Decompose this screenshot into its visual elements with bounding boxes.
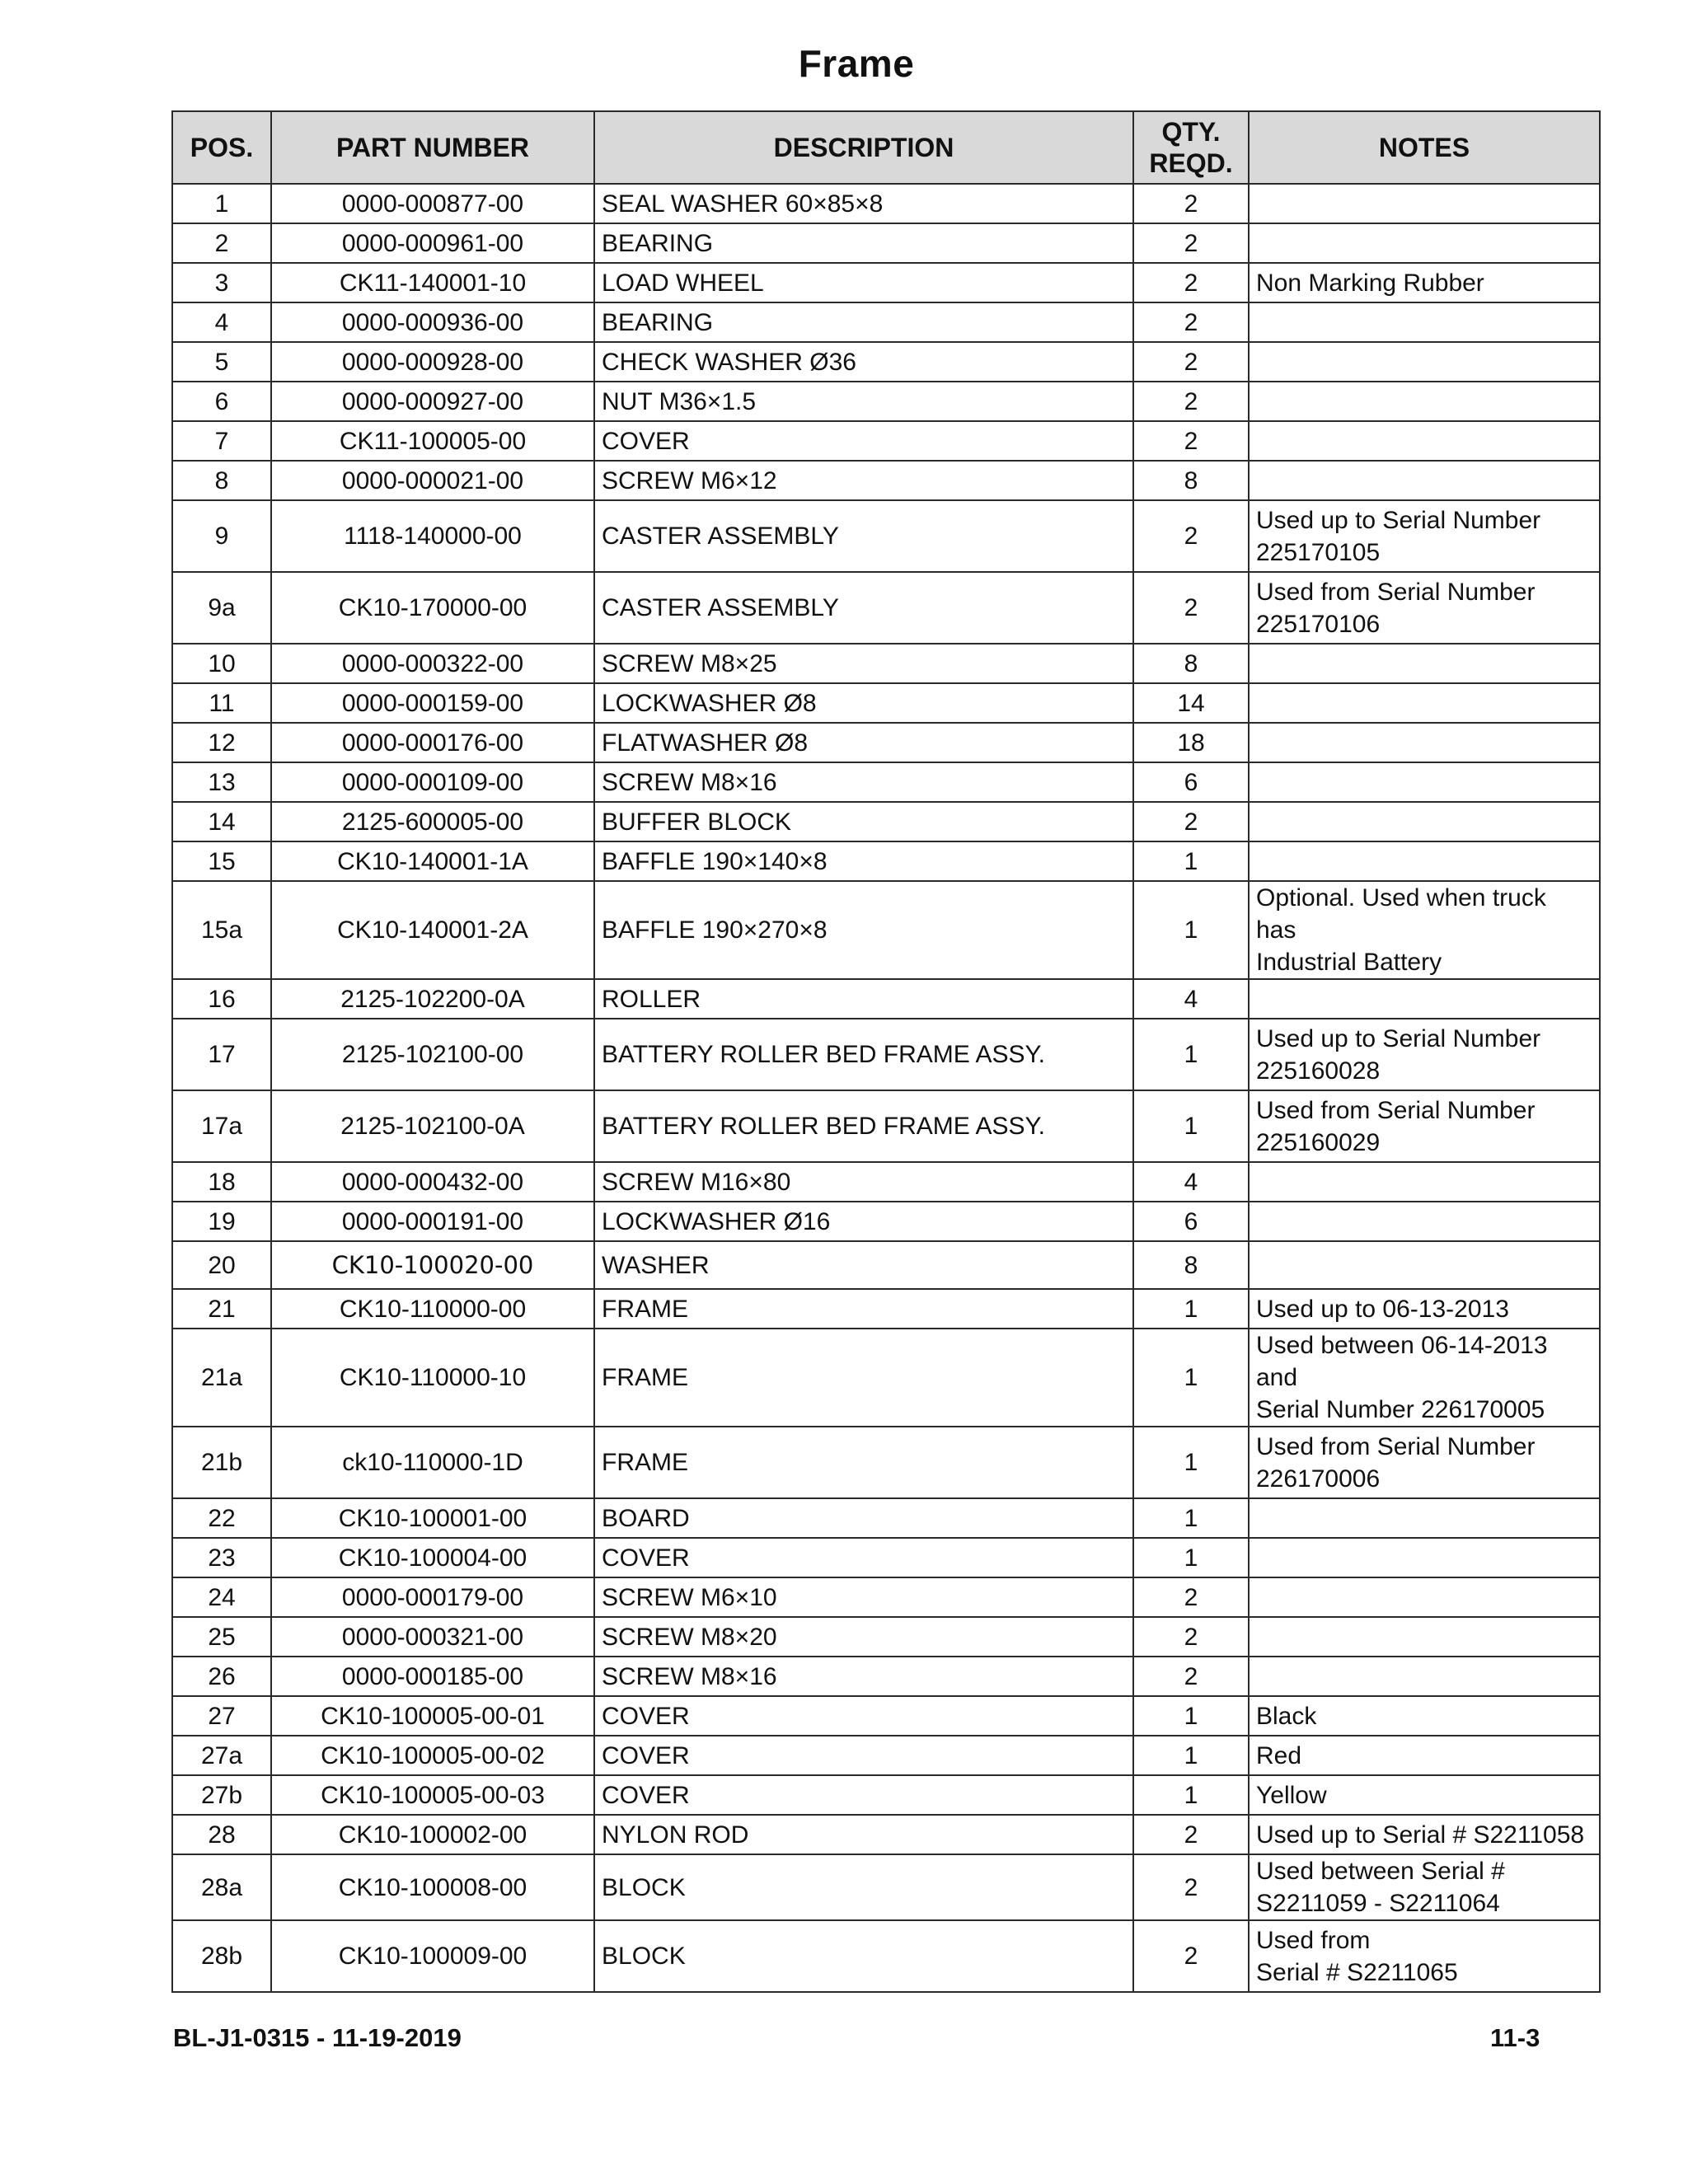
table-row [172, 1815, 1600, 1854]
cell-pos: 11 [172, 683, 271, 723]
cell-notes [1249, 1920, 1600, 1992]
cell-pos: 26 [172, 1657, 271, 1696]
cell-part-number: CK10-100004-00 [271, 1538, 594, 1577]
table-row [172, 572, 1600, 644]
cell-part-number: 2125-102100-0A [271, 1090, 594, 1162]
cell-qty: 8 [1133, 1241, 1249, 1289]
notes-line1: Used from Serial Number [1256, 1096, 1536, 1124]
table-row [172, 500, 1600, 572]
cell-notes [1249, 881, 1600, 979]
cell-pos: 7 [172, 421, 271, 461]
cell-notes [1249, 184, 1600, 223]
table-row [172, 1696, 1600, 1736]
cell-part-number: 0000-000927-00 [271, 382, 594, 421]
cell-qty: 2 [1133, 1617, 1249, 1657]
cell-pos: 22 [172, 1498, 271, 1538]
cell-part-number: CK10-100020-00 [271, 1241, 594, 1289]
cell-pos: 15a [172, 881, 271, 979]
cell-description: ROLLER [594, 979, 1133, 1019]
notes-line1: Black [1256, 1702, 1317, 1730]
cell-notes [1249, 1090, 1600, 1162]
cell-qty: 8 [1133, 461, 1249, 500]
cell-pos: 28b [172, 1920, 271, 1992]
cell-description: BAFFLE 190×140×8 [594, 841, 1133, 881]
notes-line1: Yellow [1256, 1781, 1327, 1809]
cell-description: SCREW M6×12 [594, 461, 1133, 500]
column-header-description: DESCRIPTION [594, 111, 1133, 184]
cell-qty: 1 [1133, 1736, 1249, 1775]
table-row [172, 683, 1600, 723]
cell-pos: 24 [172, 1577, 271, 1617]
cell-part-number: 0000-000432-00 [271, 1162, 594, 1202]
cell-pos: 21a [172, 1329, 271, 1427]
cell-notes [1249, 342, 1600, 382]
cell-notes [1249, 762, 1600, 802]
cell-pos: 19 [172, 1202, 271, 1241]
cell-qty: 6 [1133, 1202, 1249, 1241]
cell-notes [1249, 461, 1600, 500]
cell-notes [1249, 683, 1600, 723]
cell-part-number: 2125-102100-00 [271, 1019, 594, 1090]
cell-pos: 27a [172, 1736, 271, 1775]
cell-notes [1249, 1538, 1600, 1577]
document-id: BL-J1-0315 - 11-19-2019 [173, 2023, 462, 2052]
cell-description: BLOCK [594, 1854, 1133, 1920]
column-header-notes: NOTES [1249, 111, 1600, 184]
cell-part-number: CK10-100001-00 [271, 1498, 594, 1538]
notes-line1: Used between 06-14-2013 and [1256, 1332, 1548, 1391]
cell-notes [1249, 500, 1600, 572]
table-row [172, 1241, 1600, 1289]
table-row [172, 342, 1600, 382]
cell-part-number: 2125-102200-0A [271, 979, 594, 1019]
cell-qty: 2 [1133, 382, 1249, 421]
cell-qty: 2 [1133, 421, 1249, 461]
cell-notes [1249, 979, 1600, 1019]
cell-part-number: CK10-100005-00-01 [271, 1696, 594, 1736]
cell-description: WASHER [594, 1241, 1133, 1289]
cell-part-number: 0000-000159-00 [271, 683, 594, 723]
cell-description: FRAME [594, 1289, 1133, 1329]
cell-qty: 2 [1133, 500, 1249, 572]
table-row [172, 1427, 1600, 1498]
cell-notes [1249, 223, 1600, 263]
cell-description: SCREW M6×10 [594, 1577, 1133, 1617]
notes-line1: Used between Serial # [1256, 1858, 1505, 1885]
cell-qty: 1 [1133, 881, 1249, 979]
table-row [172, 1617, 1600, 1657]
column-header-part-number: PART NUMBER [271, 111, 594, 184]
cell-notes [1249, 802, 1600, 841]
table-row [172, 1538, 1600, 1577]
notes-line2: 225170105 [1256, 538, 1381, 566]
cell-part-number: CK10-170000-00 [271, 572, 594, 644]
cell-part-number: 0000-000179-00 [271, 1577, 594, 1617]
cell-part-number: 0000-000176-00 [271, 723, 594, 762]
notes-line2: Industrial Battery [1256, 949, 1442, 976]
notes-line1: Red [1256, 1741, 1302, 1769]
cell-description: SEAL WASHER 60×85×8 [594, 184, 1133, 223]
cell-notes [1249, 1657, 1600, 1696]
cell-notes [1249, 1289, 1600, 1329]
cell-pos: 27b [172, 1775, 271, 1815]
table-row [172, 382, 1600, 421]
cell-pos: 18 [172, 1162, 271, 1202]
cell-notes [1249, 1162, 1600, 1202]
cell-part-number: CK10-140001-2A [271, 881, 594, 979]
cell-qty: 1 [1133, 1696, 1249, 1736]
cell-qty: 2 [1133, 1657, 1249, 1696]
cell-pos: 4 [172, 302, 271, 342]
cell-pos: 17 [172, 1019, 271, 1090]
cell-qty: 1 [1133, 1538, 1249, 1577]
cell-description: CASTER ASSEMBLY [594, 500, 1133, 572]
cell-part-number: CK10-100002-00 [271, 1815, 594, 1854]
notes-line1: Used up to Serial Number [1256, 1024, 1541, 1052]
cell-pos: 3 [172, 263, 271, 302]
cell-pos: 16 [172, 979, 271, 1019]
table-row [172, 1854, 1600, 1920]
cell-notes [1249, 302, 1600, 342]
cell-description: SCREW M8×25 [594, 644, 1133, 683]
cell-part-number: 0000-000191-00 [271, 1202, 594, 1241]
cell-qty: 1 [1133, 1775, 1249, 1815]
cell-description: FLATWASHER Ø8 [594, 723, 1133, 762]
cell-qty: 1 [1133, 841, 1249, 881]
cell-pos: 10 [172, 644, 271, 683]
cell-qty: 2 [1133, 302, 1249, 342]
notes-line1: Used from Serial Number [1256, 578, 1536, 606]
cell-notes [1249, 1696, 1600, 1736]
page-number: 11-3 [1490, 2023, 1540, 2052]
cell-qty: 2 [1133, 1577, 1249, 1617]
notes-line1: Used from [1256, 1926, 1371, 1954]
cell-description: LOAD WHEEL [594, 263, 1133, 302]
cell-qty: 8 [1133, 644, 1249, 683]
cell-part-number: 0000-000021-00 [271, 461, 594, 500]
cell-part-number: 0000-000961-00 [271, 223, 594, 263]
cell-qty: 4 [1133, 1162, 1249, 1202]
cell-notes [1249, 1498, 1600, 1538]
cell-description: COVER [594, 421, 1133, 461]
cell-description: BATTERY ROLLER BED FRAME ASSY. [594, 1090, 1133, 1162]
column-header-qty [1133, 111, 1249, 184]
cell-pos: 2 [172, 223, 271, 263]
table-row [172, 881, 1600, 979]
cell-pos: 14 [172, 802, 271, 841]
cell-description: FRAME [594, 1329, 1133, 1427]
cell-qty: 1 [1133, 1498, 1249, 1538]
cell-pos: 21 [172, 1289, 271, 1329]
cell-part-number: 0000-000877-00 [271, 184, 594, 223]
cell-notes [1249, 1775, 1600, 1815]
table-row [172, 841, 1600, 881]
cell-description: NYLON ROD [594, 1815, 1133, 1854]
cell-description: SCREW M8×16 [594, 1657, 1133, 1696]
cell-description: COVER [594, 1696, 1133, 1736]
cell-qty: 1 [1133, 1289, 1249, 1329]
cell-part-number: CK10-100009-00 [271, 1920, 594, 1992]
cell-part-number: CK10-100008-00 [271, 1854, 594, 1920]
page-title: Frame [798, 42, 915, 85]
notes-line1: Used up to Serial # S2211058 [1256, 1821, 1585, 1849]
cell-part-number: ck10-110000-1D [271, 1427, 594, 1498]
cell-part-number: 1118-140000-00 [271, 500, 594, 572]
cell-pos: 17a [172, 1090, 271, 1162]
cell-part-number: 0000-000321-00 [271, 1617, 594, 1657]
table-row [172, 1775, 1600, 1815]
cell-part-number: CK10-110000-00 [271, 1289, 594, 1329]
cell-description: FRAME [594, 1427, 1133, 1498]
cell-part-number: CK10-100005-00-02 [271, 1736, 594, 1775]
qty-header-line2: REQD. [1149, 148, 1233, 178]
cell-notes [1249, 1577, 1600, 1617]
notes-line1: Used from Serial Number [1256, 1432, 1536, 1460]
cell-pos: 28a [172, 1854, 271, 1920]
cell-part-number: 0000-000936-00 [271, 302, 594, 342]
cell-notes [1249, 421, 1600, 461]
notes-line2: S2211059 - S2211064 [1256, 1890, 1500, 1917]
cell-qty: 2 [1133, 342, 1249, 382]
notes-line1: Non Marking Rubber [1256, 269, 1484, 297]
cell-notes [1249, 1202, 1600, 1241]
cell-description: BUFFER BLOCK [594, 802, 1133, 841]
cell-qty: 6 [1133, 762, 1249, 802]
cell-notes [1249, 572, 1600, 644]
cell-notes [1249, 1815, 1600, 1854]
notes-line1: Used up to 06-13-2013 [1256, 1295, 1509, 1323]
notes-line1: Used up to Serial Number [1256, 506, 1541, 534]
cell-notes [1249, 1019, 1600, 1090]
notes-line1: Optional. Used when truck has [1256, 884, 1546, 944]
cell-notes [1249, 382, 1600, 421]
cell-qty: 2 [1133, 184, 1249, 223]
table-row [172, 979, 1600, 1019]
cell-description: NUT M36×1.5 [594, 382, 1133, 421]
cell-qty: 2 [1133, 223, 1249, 263]
cell-description: SCREW M16×80 [594, 1162, 1133, 1202]
cell-pos: 15 [172, 841, 271, 881]
cell-description: BEARING [594, 302, 1133, 342]
cell-pos: 20 [172, 1241, 271, 1289]
notes-line2: Serial Number 226170005 [1256, 1396, 1545, 1423]
cell-qty: 2 [1133, 263, 1249, 302]
cell-description: COVER [594, 1538, 1133, 1577]
cell-part-number: CK10-100005-00-03 [271, 1775, 594, 1815]
cell-pos: 13 [172, 762, 271, 802]
cell-description: CASTER ASSEMBLY [594, 572, 1133, 644]
table-row [172, 723, 1600, 762]
table-row [172, 1920, 1600, 1992]
cell-pos: 23 [172, 1538, 271, 1577]
cell-pos: 27 [172, 1696, 271, 1736]
table-row [172, 802, 1600, 841]
table-row [172, 223, 1600, 263]
cell-notes [1249, 1854, 1600, 1920]
table-row [172, 184, 1600, 223]
cell-pos: 28 [172, 1815, 271, 1854]
cell-description: BLOCK [594, 1920, 1133, 1992]
cell-description: BATTERY ROLLER BED FRAME ASSY. [594, 1019, 1133, 1090]
table-row [172, 1162, 1600, 1202]
cell-pos: 1 [172, 184, 271, 223]
cell-notes [1249, 1617, 1600, 1657]
cell-qty: 2 [1133, 1920, 1249, 1992]
cell-qty: 1 [1133, 1019, 1249, 1090]
cell-part-number: 0000-000322-00 [271, 644, 594, 683]
cell-notes [1249, 723, 1600, 762]
cell-description: BAFFLE 190×270×8 [594, 881, 1133, 979]
table-row [172, 1090, 1600, 1162]
cell-qty: 2 [1133, 802, 1249, 841]
cell-qty: 14 [1133, 683, 1249, 723]
table-row [172, 1329, 1600, 1427]
cell-pos: 6 [172, 382, 271, 421]
table-row [172, 762, 1600, 802]
notes-line2: 225170106 [1256, 610, 1381, 638]
table-row [172, 1498, 1600, 1538]
cell-pos: 9a [172, 572, 271, 644]
cell-notes [1249, 1736, 1600, 1775]
table-row [172, 302, 1600, 342]
cell-description: COVER [594, 1736, 1133, 1775]
cell-pos: 8 [172, 461, 271, 500]
cell-notes [1249, 1427, 1600, 1498]
notes-line2: 225160028 [1256, 1057, 1381, 1085]
cell-qty: 2 [1133, 1854, 1249, 1920]
cell-qty: 18 [1133, 723, 1249, 762]
cell-description: CHECK WASHER Ø36 [594, 342, 1133, 382]
cell-part-number: 0000-000928-00 [271, 342, 594, 382]
cell-description: LOCKWASHER Ø8 [594, 683, 1133, 723]
cell-qty: 1 [1133, 1329, 1249, 1427]
table-row [172, 1202, 1600, 1241]
cell-description: BEARING [594, 223, 1133, 263]
table-row [172, 461, 1600, 500]
table-header-row [172, 111, 1600, 184]
cell-qty: 2 [1133, 572, 1249, 644]
cell-part-number: CK10-110000-10 [271, 1329, 594, 1427]
table-row [172, 1657, 1600, 1696]
cell-description: SCREW M8×20 [594, 1617, 1133, 1657]
cell-part-number: CK11-100005-00 [271, 421, 594, 461]
cell-notes [1249, 841, 1600, 881]
column-header-pos: POS. [172, 111, 271, 184]
cell-description: SCREW M8×16 [594, 762, 1133, 802]
notes-line2: Serial # S2211065 [1256, 1958, 1458, 1986]
table-row [172, 1289, 1600, 1329]
cell-part-number: CK11-140001-10 [271, 263, 594, 302]
cell-pos: 21b [172, 1427, 271, 1498]
table-row [172, 421, 1600, 461]
table-row [172, 1736, 1600, 1775]
cell-qty: 1 [1133, 1427, 1249, 1498]
table-row [172, 263, 1600, 302]
cell-part-number: CK10-140001-1A [271, 841, 594, 881]
cell-part-number: 0000-000109-00 [271, 762, 594, 802]
notes-line2: 226170006 [1256, 1465, 1381, 1493]
table-row [172, 1019, 1600, 1090]
qty-header-line1: QTY. [1161, 117, 1221, 147]
cell-notes [1249, 1329, 1600, 1427]
cell-pos: 12 [172, 723, 271, 762]
cell-pos: 5 [172, 342, 271, 382]
cell-part-number: 2125-600005-00 [271, 802, 594, 841]
parts-table-body [172, 184, 1600, 1992]
cell-part-number: 0000-000185-00 [271, 1657, 594, 1696]
cell-qty: 1 [1133, 1090, 1249, 1162]
cell-pos: 25 [172, 1617, 271, 1657]
cell-pos: 9 [172, 500, 271, 572]
cell-qty: 2 [1133, 1815, 1249, 1854]
cell-description: LOCKWASHER Ø16 [594, 1202, 1133, 1241]
cell-notes [1249, 263, 1600, 302]
notes-line2: 225160029 [1256, 1128, 1381, 1156]
cell-description: BOARD [594, 1498, 1133, 1538]
table-row [172, 644, 1600, 683]
cell-description: COVER [594, 1775, 1133, 1815]
cell-notes [1249, 644, 1600, 683]
cell-qty: 4 [1133, 979, 1249, 1019]
table-row [172, 1577, 1600, 1617]
cell-notes [1249, 1241, 1600, 1289]
parts-table [171, 110, 1601, 1993]
